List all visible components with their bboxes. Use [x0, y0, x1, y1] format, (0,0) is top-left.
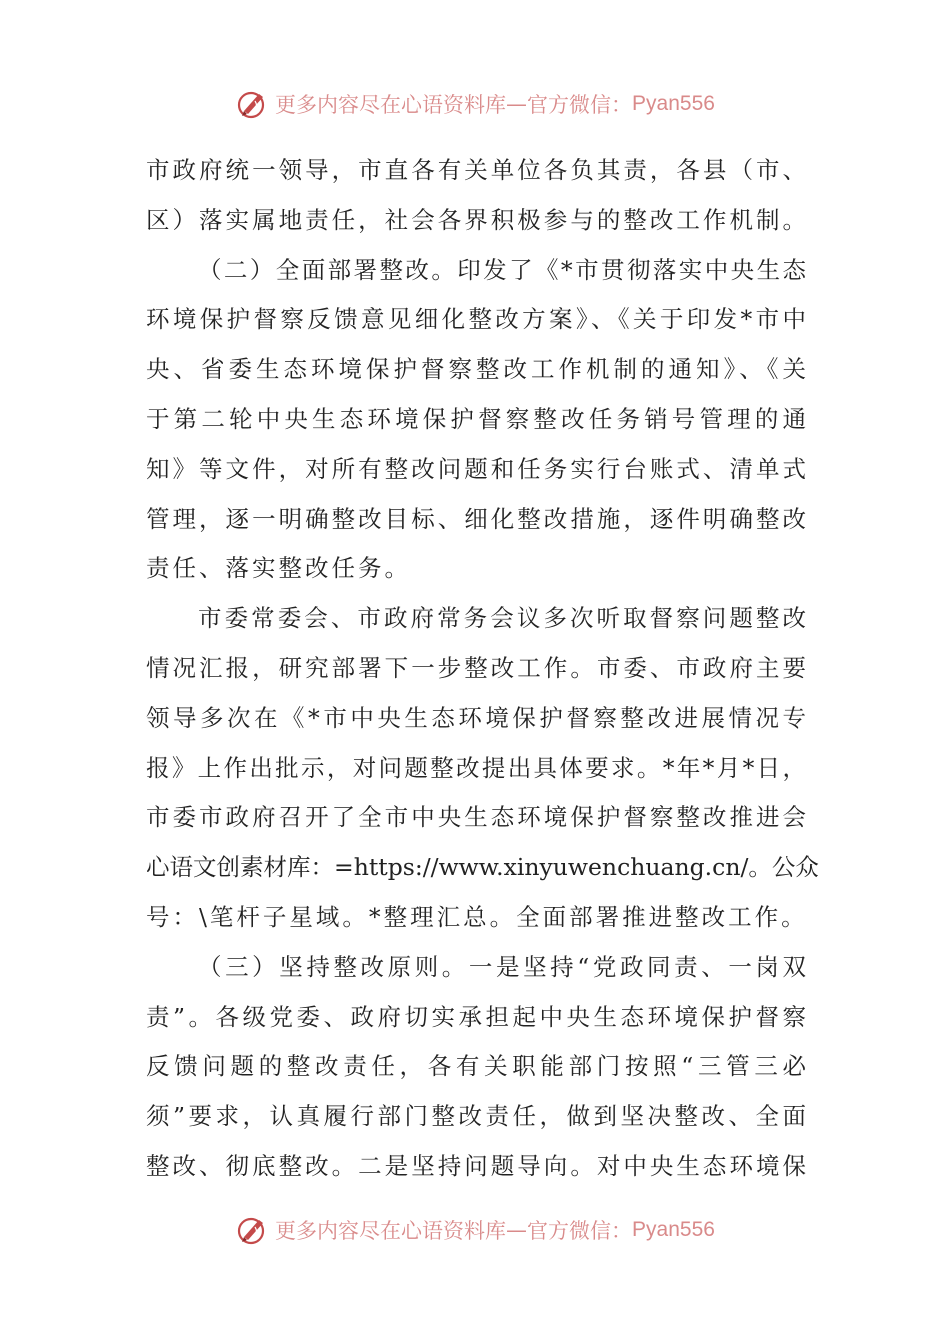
banner-text: 更多内容尽在心语资料库 — [275, 1219, 507, 1243]
text-line: 反馈问题的整改责任，各有关职能部门按照“三管三必 — [146, 1052, 806, 1081]
pen-logo-icon — [235, 1213, 269, 1247]
text-line: 心语文创素材库：=https://www.xinyuwenchuang.cn/。公众 — [146, 853, 819, 882]
footer-banner — [0, 1210, 950, 1250]
banner-separator: — — [506, 1218, 528, 1242]
banner-wechat-id: Pyan556 — [632, 1218, 715, 1241]
text-line: 责”。各级党委、政府切实承担起中央生态环境保护督察 — [146, 1002, 806, 1031]
text-line: 市委市政府召开了全市中央生态环境保护督察整改推进会 — [146, 803, 806, 832]
banner-wechat-label: 官方微信： — [527, 93, 633, 117]
text-line: 管理，逐一明确整改目标、细化整改措施，逐件明确整改 — [146, 504, 806, 533]
text-line: 央、省委生态环境保护督察整改工作机制的通知》、《关 — [146, 355, 806, 384]
text-line: 整改、彻底整改。二是坚持问题导向。对中央生态环境保 — [146, 1151, 806, 1180]
banner-wechat-id: Pyan556 — [632, 92, 715, 115]
text-line: 须”要求，认真履行部门整改责任，做到坚决整改、全面 — [146, 1102, 806, 1131]
text-line: 号：\笔杆子星域。*整理汇总。全面部署推进整改工作。 — [146, 902, 808, 931]
header-banner — [0, 84, 950, 124]
text-line: 市委常委会、市政府常务会议多次听取督察问题整改 — [198, 604, 806, 633]
text-line: 区）落实属地责任，社会各界积极参与的整改工作机制。 — [146, 205, 806, 234]
text-line: （二）全面部署整改。印发了《*市贯彻落实中央生态 — [198, 255, 806, 284]
text-line: 市政府统一领导，市直各有关单位各负其责，各县（市、 — [146, 156, 806, 184]
text-line: 情况汇报，研究部署下一步整改工作。市委、市政府主要 — [146, 653, 806, 682]
banner-separator: — — [506, 92, 528, 116]
text-line: 责任、落实整改任务。 — [146, 554, 411, 583]
text-line: （三）坚持整改原则。一是坚持“党政同责、一岗双 — [198, 952, 806, 981]
document-body — [146, 146, 819, 1192]
text-line: 报》上作出批示，对问题整改提出具体要求。*年*月*日， — [146, 753, 806, 782]
text-line: 环境保护督察反馈意见细化整改方案》、《关于印发*市中 — [146, 305, 806, 334]
banner-text: 更多内容尽在心语资料库 — [275, 93, 507, 117]
pen-logo-icon — [235, 87, 269, 121]
text-line: 知》等文件，对所有整改问题和任务实行台账式、清单式 — [146, 454, 806, 483]
banner-wechat-label: 官方微信： — [527, 1219, 633, 1243]
text-line: 于第二轮中央生态环境保护督察整改任务销号管理的通 — [146, 404, 806, 433]
text-line: 领导多次在《*市中央生态环境保护督察整改进展情况专 — [146, 703, 806, 732]
